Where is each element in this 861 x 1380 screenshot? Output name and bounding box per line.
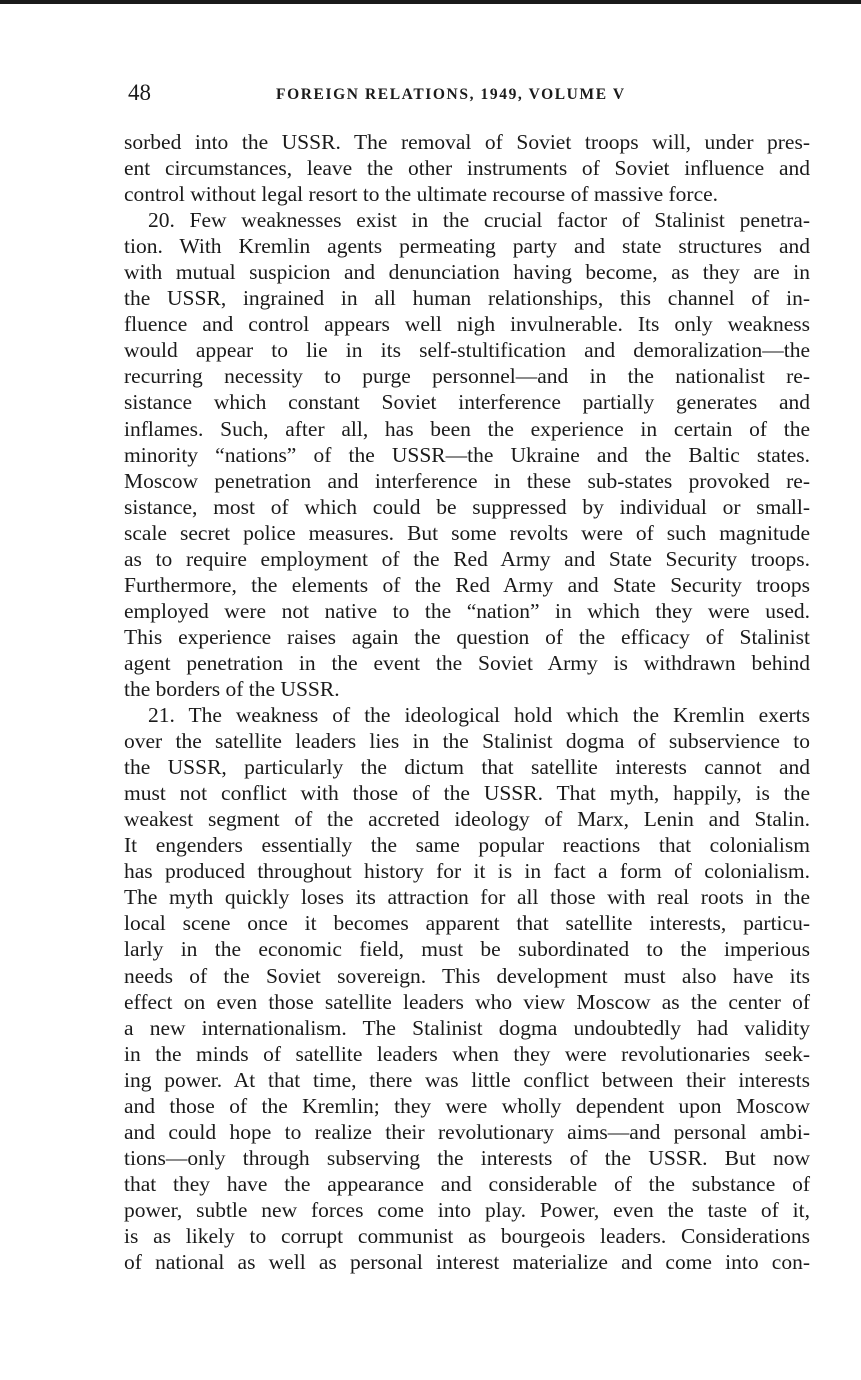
- text-line: needs of the Soviet sovereign. This development must also have its: [124, 963, 810, 988]
- text-line: tion. With Kremlin agents permeating party and state structures and: [124, 234, 810, 259]
- text-line: inflames. Such, after all, has been the experience in certain of the: [124, 416, 810, 441]
- text-line: The myth quickly loses its attraction for all those with real roots in the: [124, 885, 810, 910]
- text-line: has produced throughout history for it is in fact a form of colonialism.: [124, 859, 810, 884]
- text-line: the USSR, particularly the dictum that satellite interests cannot and: [124, 755, 810, 780]
- text-line: weakest segment of the accreted ideology of Marx, Lenin and Stalin.: [124, 807, 810, 832]
- text-line: ent circumstances, leave the other instruments of Soviet influence and: [124, 156, 810, 181]
- text-line: would appear to lie in its self-stultification and demoralization—the: [124, 338, 810, 363]
- text-line: employed were not native to the “nation” in which they were used.: [124, 598, 810, 623]
- text-line: sistance which constant Soviet interference partially generates and: [124, 390, 810, 415]
- text-line: effect on even those satellite leaders who view Moscow as the center of: [124, 989, 810, 1014]
- text-line: and could hope to realize their revolutionary aims—and personal ambi-: [124, 1119, 810, 1144]
- text-line: minority “nations” of the USSR—the Ukraine and the Baltic states.: [124, 442, 810, 467]
- paragraph-21-start: 21. The weakness of the ideological hold which the Kremlin exerts: [148, 703, 810, 728]
- text-line: This experience raises again the question of the efficacy of Stalinist: [124, 624, 810, 649]
- text-line: a new internationalism. The Stalinist dogma undoubtedly had validity: [124, 1015, 810, 1040]
- top-edge-rule: [0, 0, 861, 4]
- text-line: must not conflict with those of the USSR. That myth, happily, is the: [124, 781, 810, 806]
- text-line: tions—only through subserving the interests of the USSR. But now: [124, 1145, 810, 1170]
- text-line: in the minds of satellite leaders when they were revolutionaries seek-: [124, 1041, 810, 1066]
- text-line: with mutual suspicion and denunciation having become, as they are in: [124, 260, 810, 285]
- text-line: and those of the Kremlin; they were wholly dependent upon Moscow: [124, 1093, 810, 1118]
- text-line: larly in the economic field, must be subordinated to the imperious: [124, 937, 810, 962]
- page-number: 48: [128, 80, 151, 105]
- text-line: control without legal resort to the ultimate recourse of massive force.: [124, 182, 719, 207]
- text-line: that they have the appearance and considerable of the substance of: [124, 1171, 810, 1196]
- text-line: [124, 1275, 810, 1301]
- text-line: sistance, most of which could be suppressed by individual or small-: [124, 494, 810, 519]
- text-line: It engenders essentially the same popular reactions that colonialism: [124, 833, 810, 858]
- text-line: power, subtle new forces come into play. Power, even the taste of it,: [124, 1197, 810, 1222]
- text-line: of national as well as personal interest materialize and come into con-: [124, 1250, 810, 1275]
- text-line: Furthermore, the elements of the Red Army and State Security troops: [124, 572, 810, 597]
- text-line: local scene once it becomes apparent that satellite interests, particu-: [124, 911, 810, 936]
- text-line: sorbed into the USSR. The removal of Soviet troops will, under pres-: [124, 130, 810, 154]
- text-line: the borders of the USSR.: [124, 676, 340, 701]
- text-line: over the satellite leaders lies in the Stalinist dogma of subservience to: [124, 729, 810, 754]
- text-line: Moscow penetration and interference in these sub-states provoked re-: [124, 468, 810, 493]
- text-line: recurring necessity to purge personnel—and in the nationalist re-: [124, 364, 810, 389]
- running-head: FOREIGN RELATIONS, 1949, VOLUME V: [276, 86, 626, 103]
- text-line: ing power. At that time, there was little conflict between their interests: [124, 1067, 810, 1092]
- body-text: [124, 129, 810, 1301]
- text-line: is as likely to corrupt communist as bourgeois leaders. Considerations: [124, 1223, 810, 1248]
- paragraph-20-start: 20. Few weaknesses exist in the crucial factor of Stalinist penetra-: [148, 208, 810, 233]
- text-line: as to require employment of the Red Army and State Security troops.: [124, 546, 810, 571]
- text-line: scale secret police measures. But some revolts were of such magnitude: [124, 520, 810, 545]
- page-header: [128, 78, 808, 110]
- text-line: fluence and control appears well nigh invulnerable. Its only weakness: [124, 312, 810, 337]
- text-line: the USSR, ingrained in all human relationships, this channel of in-: [124, 286, 810, 311]
- text-line: agent penetration in the event the Soviet Army is withdrawn behind: [124, 650, 810, 675]
